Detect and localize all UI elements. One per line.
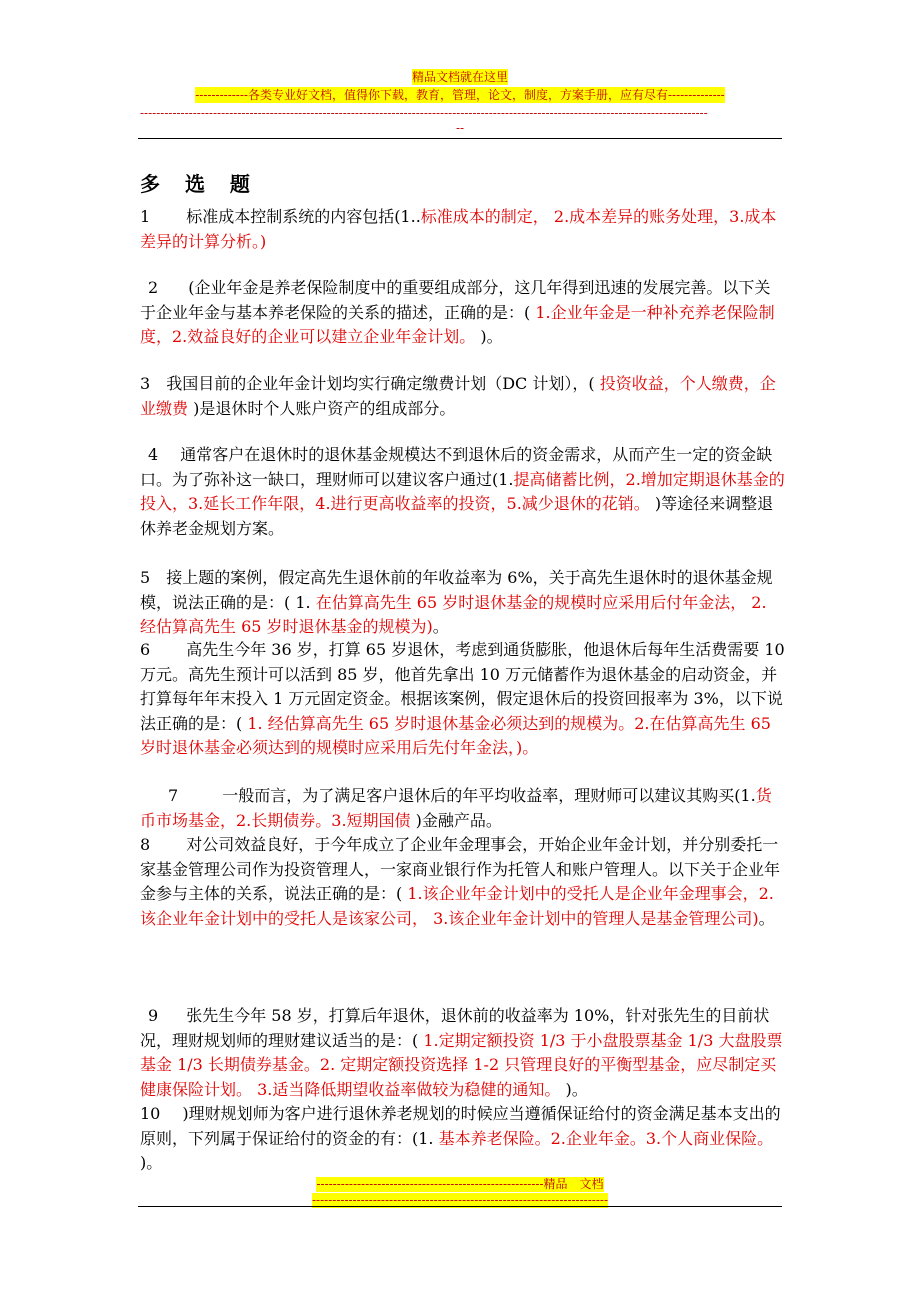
question-text: 一般而言，为了满足客户退休后的年平均收益率，理财师可以建议其购买(1. xyxy=(222,786,756,805)
header-title: 精品文档就在这里 xyxy=(411,70,508,84)
header-subtitle: -------------各类专业好文档，值得你下载，教育，管理，论文，制度，方案手册，应有尽有-------------- xyxy=(195,88,725,102)
question-2 xyxy=(140,276,785,350)
question-text-end: )。 xyxy=(560,1079,588,1099)
question-answer: 1.企业年金是一种补充养老保险制度，2.效益良好的企业可以建立企业年金计划。 xyxy=(140,302,775,346)
question-text-end: 。 xyxy=(758,908,775,928)
question-number: 9 xyxy=(148,1006,159,1025)
header-dash-tail: -- xyxy=(455,121,465,135)
question-8 xyxy=(140,833,785,931)
question-5 xyxy=(140,566,785,640)
question-3 xyxy=(140,372,785,421)
footer-line-2: ------------------------------------------------------------------------- xyxy=(312,1193,608,1207)
question-answer: 1. 经估算高先生 65 岁时退休基金必须达到的规模为。2.在估算高先生 65 岁时退休基金必须达到的规模时应采用后先付年金法，)。 xyxy=(140,713,771,757)
question-answer: 提高储蓄比例，2.增加定期退休基金的投入，3.延长工作年限，4.进行更高收益率的投资，5.减少退休的花销。 xyxy=(140,469,785,513)
footer-divider xyxy=(138,1206,782,1207)
question-answer: 基本养老保险。2.企业年金。3.个人商业保险。 xyxy=(438,1128,774,1148)
question-text-end: 。 xyxy=(432,617,449,636)
question-text: 我国目前的企业年金计划均实行确定缴费计划（DC 计划），( xyxy=(166,374,600,393)
question-answer: 在估算高先生 65 岁时退休基金的规模时应采用后付年金法， 2. 经估算高先生 65 岁时退休基金的规模为) xyxy=(140,592,767,636)
question-number: 1 xyxy=(140,207,151,226)
question-text: 通常客户在退休时的退休基金规模达不到退休后的资金需求，从而产生一定的资金缺口。为了弥补这一缺口，理财师可以建议客户通过(1. xyxy=(140,445,773,489)
question-text: 接上题的案例，假定高先生退休前的年收益率为 6%，关于高先生退休时的退休基金规模，说法正确的是：( 1. xyxy=(140,568,773,612)
question-number: 4 xyxy=(148,445,159,464)
question-6 xyxy=(140,638,785,761)
question-10 xyxy=(140,1102,785,1176)
question-number: 7 xyxy=(168,786,179,805)
question-number: 10 xyxy=(140,1104,161,1123)
question-9 xyxy=(140,1004,785,1102)
question-text-end: )。 xyxy=(140,1153,163,1172)
footer-line-1: --------------------------------------------------------精品 文档 xyxy=(316,1177,604,1191)
question-number: 5 xyxy=(140,568,151,587)
question-answer: 1.定期定额投资 1/3 于小盘股票基金 1/3 大盘股票基金 1/3 长期债券基金。2. 定期定额投资选择 1-2 只管理良好的平衡型基金，应尽制定买健康保险计划。 3.适当降低期望收益率做较为稳健的通知。 xyxy=(140,1030,783,1099)
header-subtitle-row xyxy=(0,84,920,103)
question-7 xyxy=(140,784,785,833)
question-4 xyxy=(140,443,785,541)
question-answer: 投资收益，个人缴费，企业缴费 xyxy=(140,374,776,418)
question-number: 6 xyxy=(140,640,151,659)
question-1 xyxy=(140,205,785,254)
header-divider xyxy=(138,138,782,139)
question-text-end: )是退休时个人账户资产的组成部分。 xyxy=(188,398,456,418)
question-text-end: )。 xyxy=(475,327,503,346)
question-text: 高先生今年 36 岁，打算 65 岁退休，考虑到通货膨胀，他退休后每年生活费需要 10 万元。高先生预计可以活到 85 岁，他首先拿出 10 万元储蓄作为退休基金的启动资金，并打算每年年末投入 1 万元固定资金。根据该案例，假定退休后的投资回报率为 3%，以下说法正确的是：( xyxy=(140,640,785,733)
header-dash-line: -------------------------------------------------------------------------------------------------------------------------------------------- xyxy=(140,106,708,120)
question-text: (企业年金是养老保险制度中的重要组成部分，这几年得到迅速的发展完善。以下关于企业年金与基本养老保险的关系的描述，正确的是：( xyxy=(140,278,771,322)
section-title: 多 选 题 xyxy=(140,172,259,196)
header-title-row xyxy=(0,66,920,85)
question-number: 8 xyxy=(140,835,151,854)
question-answer: 标准成本的制定， 2.成本差异的账务处理，3.成本差异的计算分析。) xyxy=(140,207,777,251)
question-text: 对公司效益良好，于今年成立了企业年金理事会，开始企业年金计划，并分别委托一家基金管理公司作为投资管理人，一家商业银行作为托管人和账户管理人。以下关于企业年金参与主体的关系，说法正确的是：( xyxy=(140,835,781,903)
question-text: 标准成本控制系统的内容包括(1.. xyxy=(186,207,421,226)
question-text: 张先生今年 58 岁，打算后年退休，退休前的收益率为 10%，针对张先生的目前状况，理财规划师的理财建议适当的是：( xyxy=(140,1006,770,1050)
question-answer: 货币市场基金，2.长期债券。3.短期国债 xyxy=(140,786,772,830)
question-number: 2 xyxy=(148,278,159,297)
question-text-end: )等途径来调整退休养老金规划方案。 xyxy=(140,494,774,538)
question-answer: 1.该企业年金计划中的受托人是企业年金理事会，2. 该企业年金计划中的受托人是该家公司， 3.该企业年金计划中的管理人是基金管理公司) xyxy=(140,884,774,928)
question-text: )理财规划师为客户进行退休养老规划的时候应当遵循保证给付的资金满足基本支出的原则，下列属于保证给付的资金的有：(1. xyxy=(140,1104,781,1148)
question-number: 3 xyxy=(140,374,151,393)
question-text-end: )金融产品。 xyxy=(410,810,502,830)
